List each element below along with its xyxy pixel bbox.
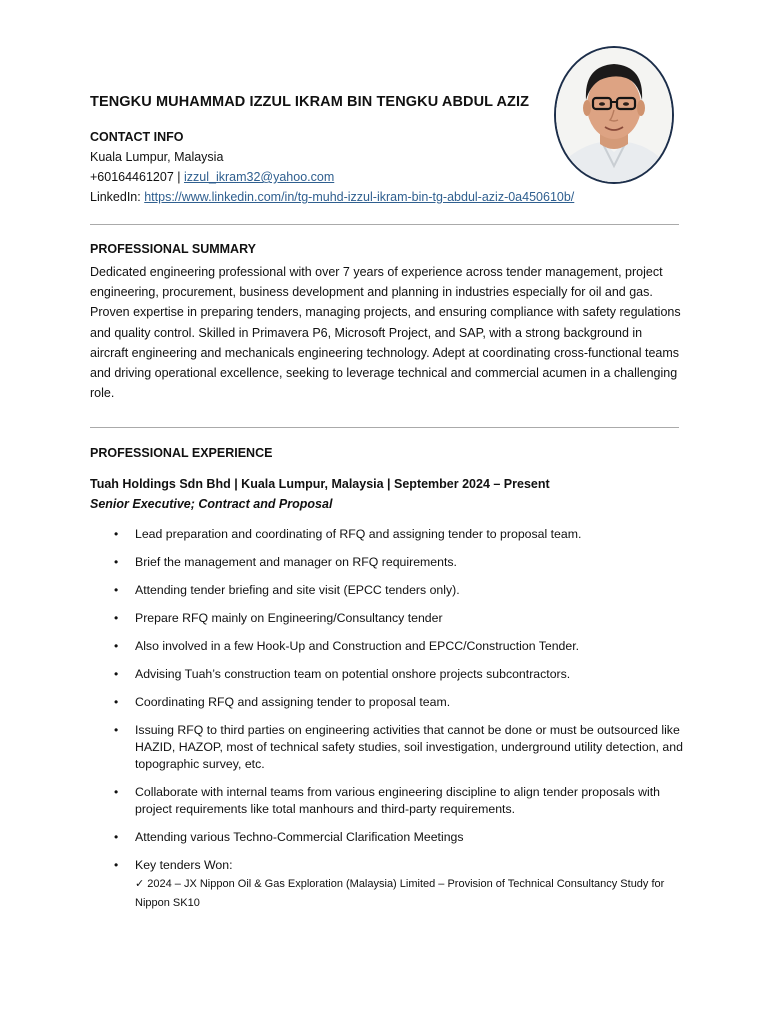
list-item-text: Issuing RFQ to third parties on engineering activities that cannot be done or must be outsourced like HAZID, HAZOP, most of technical safety studies, soil investigation, underground utility detection, and topographic survey, etc. [135,723,683,771]
bullet-icon: • [114,785,119,799]
list-item [114,582,684,599]
list-item-text: Brief the management and manager on RFQ requirements. [135,555,457,569]
list-item [114,666,684,683]
location-text: Kuala Lumpur, Malaysia [90,150,224,164]
list-item [114,722,684,773]
key-tender-item: ✓ 2024 – JX Nippon Oil & Gas Exploration (Malaysia) Limited – Provision of Technical Consultancy Study for Nippon SK10 [135,878,665,909]
list-item [114,610,684,627]
list-item [114,526,684,543]
list-item-text: Attending various Techno-Commercial Clarification Meetings [135,830,464,844]
email-link[interactable]: izzul_ikram32@yahoo.com [183,170,335,184]
bullet-icon: • [114,858,119,872]
list-item [114,829,684,846]
job-title: Senior Executive; Contract and Proposal [90,497,333,511]
bullet-icon: • [114,611,119,625]
section-divider [90,427,679,428]
list-item [114,638,684,655]
list-item-text: Coordinating RFQ and assigning tender to proposal team. [135,695,451,709]
linkedin-link[interactable]: https://www.linkedin.com/in/tg-muhd-izzul-ikram-bin-tg-abdul-aziz-0a450610b/ [144,190,575,204]
bullet-icon: • [114,583,119,597]
bullet-icon: • [114,830,119,844]
list-item-text: Lead preparation and coordinating of RFQ and assigning tender to proposal team. [135,527,582,541]
section-divider [90,224,679,225]
bullet-icon: • [114,695,119,709]
summary-heading: PROFESSIONAL SUMMARY [90,242,256,256]
list-item-text: Key tenders Won: [135,858,233,872]
list-item [114,554,684,571]
list-item-text: Collaborate with internal teams from various engineering discipline to align tender proposals with project requirements like total manhours and third-party requirements. [135,785,660,816]
contact-separator: | [173,170,184,184]
list-item [114,694,684,711]
list-item-text: Prepare RFQ mainly on Engineering/Consultancy tender [135,611,443,625]
profile-photo [554,46,674,184]
company-line: Tuah Holdings Sdn Bhd | Kuala Lumpur, Malaysia | September 2024 – Present [90,477,550,491]
contact-heading: CONTACT INFO [90,130,184,144]
bullet-icon: • [114,639,119,653]
list-item-text: Also involved in a few Hook-Up and Construction and EPCC/Construction Tender. [135,639,580,653]
experience-heading: PROFESSIONAL EXPERIENCE [90,446,273,460]
summary-text: Dedicated engineering professional with over 7 years of experience across tender management, project engineering, procurement, business development and planning in industries especially for oil and gas. Proven expertise in preparing tenders, managing projects, and ensuring compliance with safety regulations and quality control. Skilled in Primavera P6, Microsoft Project, and SAP, with a strong background in aircraft engineering and mechanicals engineering technology. Adept at coordinating cross-functional teams and driving operational excellence, seeking to leverage technical and commercial acumen in a challenging role. [90,265,681,401]
list-item-text: Advising Tuah’s construction team on potential onshore projects subcontractors. [135,667,571,681]
linkedin-line [90,190,574,204]
list-item [114,857,684,912]
bullet-icon: • [114,527,119,541]
list-item-text: Attending tender briefing and site visit (EPCC tenders only). [135,583,460,597]
responsibility-list [114,526,684,923]
linkedin-label: LinkedIn: [90,190,145,204]
candidate-name: TENGKU MUHAMMAD IZZUL IKRAM BIN TENGKU ABDUL AZIZ [90,94,530,110]
phone-email-line [90,170,334,184]
phone-number: +60164461207 [90,170,174,184]
bullet-icon: • [114,667,119,681]
bullet-icon: • [114,723,119,737]
bullet-icon: • [114,555,119,569]
list-item [114,784,684,818]
